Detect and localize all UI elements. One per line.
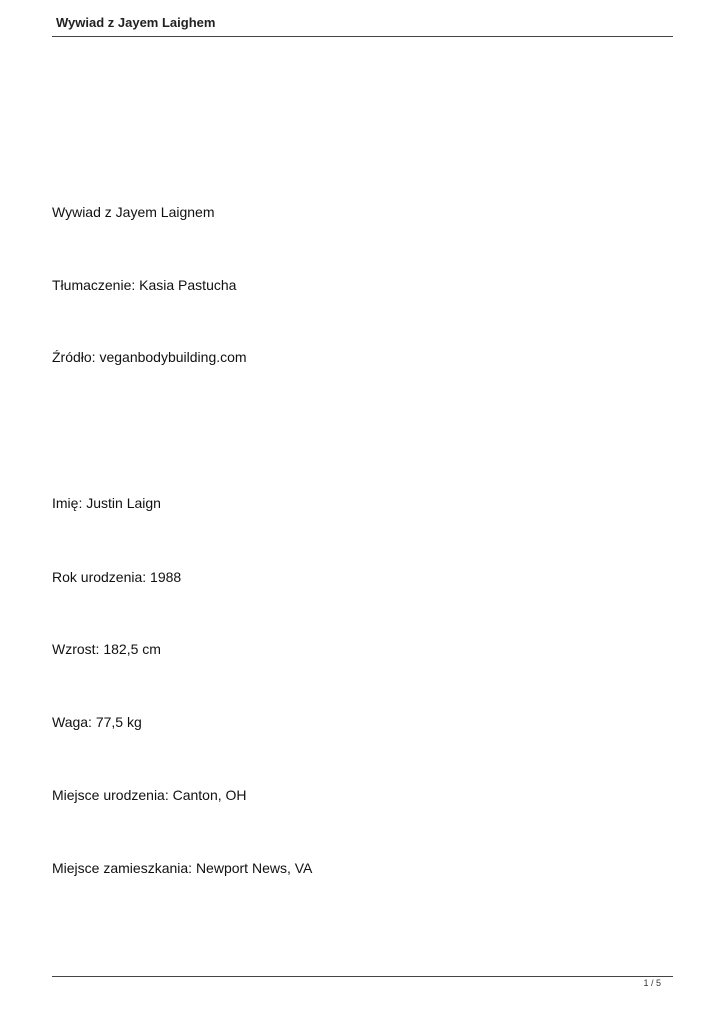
header-title: Wywiad z Jayem Laighem (56, 15, 216, 30)
weight-line: Waga: 77,5 kg (52, 714, 142, 730)
translator-line: Tłumaczenie: Kasia Pastucha (52, 277, 237, 293)
height-line: Wzrost: 182,5 cm (52, 641, 161, 657)
page-number: 1 / 5 (643, 978, 661, 988)
residence-line: Miejsce zamieszkania: Newport News, VA (52, 860, 313, 876)
birthplace-line: Miejsce urodzenia: Canton, OH (52, 787, 247, 803)
name-line: Imię: Justin Laign (52, 495, 161, 511)
page-header (52, 14, 673, 37)
footer-divider (52, 976, 673, 977)
document-title-line: Wywiad z Jayem Laignem (52, 204, 215, 220)
birth-year-line: Rok urodzenia: 1988 (52, 569, 182, 585)
source-line: Źródło: veganbodybuilding.com (52, 349, 247, 365)
